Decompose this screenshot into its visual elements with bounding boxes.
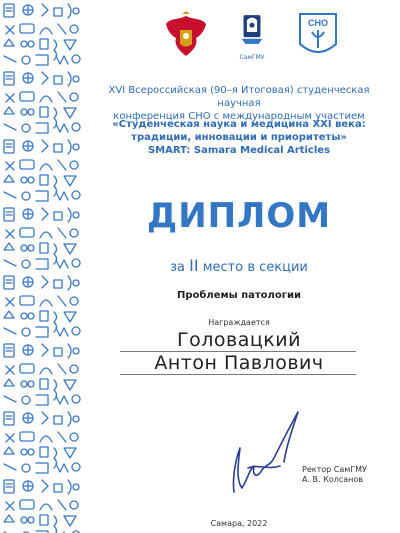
section-name: Проблемы патологии [177,290,301,301]
rector-name: А. В. Колсанов [302,475,363,484]
sno-logo-icon [292,10,344,62]
diploma-title: ДИПЛОМ [146,196,332,236]
theme-block [88,118,390,157]
recipient-surname: Головацкий [177,329,301,351]
decorative-pattern [0,0,84,533]
university-emblem-icon [226,10,278,54]
place-number: II [189,256,199,275]
conference-line-1: XVI Всероссийская (90–я Итоговая) студенческая научная [108,85,370,109]
recipient-given-names: Антон Павлович [154,352,324,374]
place-prefix: за [170,260,185,275]
theme-line-3: SMART: Samara Medical Articles [147,145,331,156]
name-underline-2 [120,374,356,375]
svg-text:СНО: СНО [308,18,328,28]
russia-coat-of-arms-icon [160,10,212,62]
awarded-label: Награждается [208,318,270,327]
city-year: Самара, 2022 [210,519,268,528]
place-suffix: место в секции [202,260,308,275]
place-line [88,256,390,275]
rector-signature [218,408,308,498]
logo-row [160,10,344,62]
theme-line-2: традиции, инновации и приоритеты» [131,132,347,143]
university-label: СамГМУ [239,54,265,61]
conference-line-2: конференция СНО с международным участием [113,111,365,122]
rector-position: Ректор СамГМУ [302,465,367,474]
rector-block [302,465,367,485]
theme-line-1: «Студенческая наука и медицина XXI века: [112,119,366,130]
university-logo [226,10,278,61]
